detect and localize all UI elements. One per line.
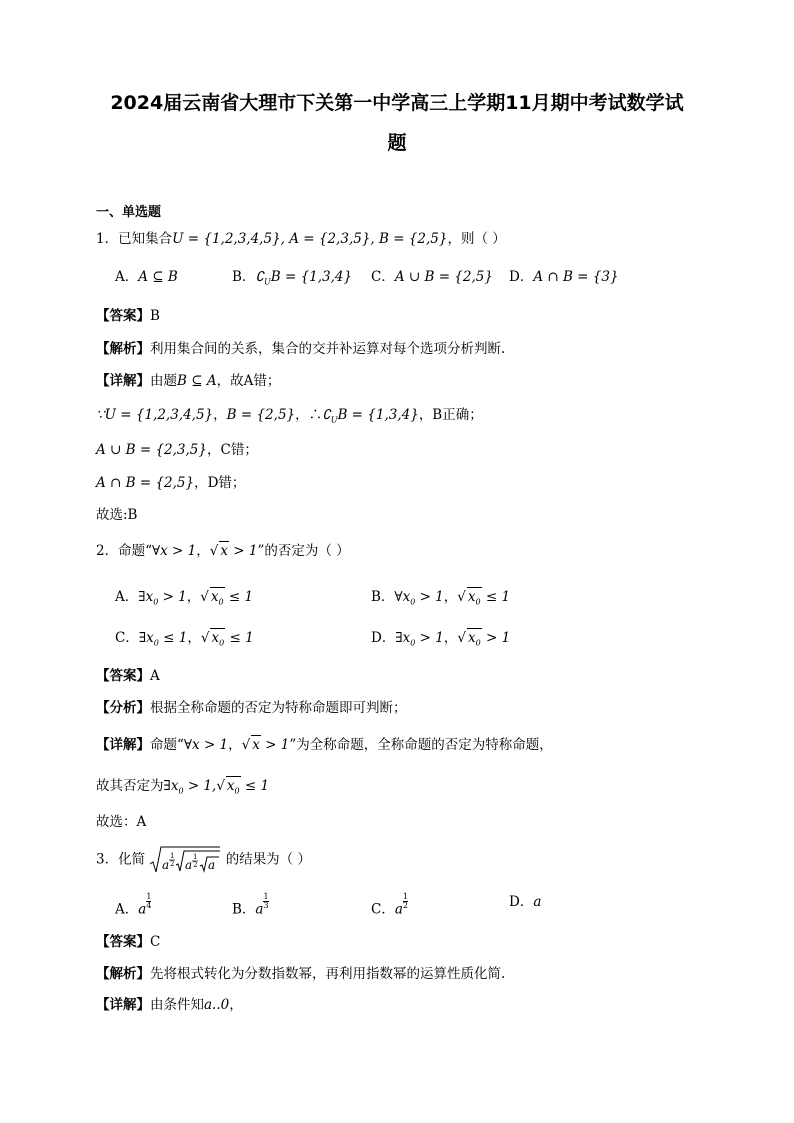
q2-analysis: 【分析】根据全称命题的否定为特称命题即可判断； xyxy=(96,700,407,716)
svg-text:a: a xyxy=(208,858,216,872)
q1-option-c-label: C． xyxy=(371,269,395,285)
q2-choose: 故选：A xyxy=(96,814,147,830)
q1-option-d-text: A ∩ B = {3} xyxy=(533,269,619,285)
q3-detail-1: 【详解】由条件知a..0， xyxy=(96,997,243,1013)
svg-text:2: 2 xyxy=(193,861,198,869)
svg-text:a: a xyxy=(185,858,193,872)
q1-stem-prefix: 1．已知集合 xyxy=(96,231,173,247)
q1-option-a-text: A ⊆ B xyxy=(138,269,178,285)
q2-answer: 【答案】A xyxy=(96,668,160,684)
q1-option-a-label: A． xyxy=(115,269,139,285)
q2-option-a: A．$\exists x_0 > 1$，√ $x_0 \le 1$ xyxy=(115,587,253,612)
q3-nested-radical xyxy=(149,845,221,875)
document-title-line2: 题 xyxy=(387,132,407,154)
q3-option-c: C．a $\frac{1}{2}$ xyxy=(371,892,408,918)
svg-text:1: 1 xyxy=(170,852,175,860)
q2-option-c: C．$\exists x_0 \le 1$，√ $x_0 \le 1$ xyxy=(115,628,254,653)
q1-analysis xyxy=(96,340,505,358)
q2-detail-2: 故其否定为$\exists x_0 > 1,√$ $x_0 \le 1$ xyxy=(96,776,269,801)
q1-option-b xyxy=(232,268,352,292)
q1-option-d xyxy=(509,268,619,286)
q2-option-d: D．$\exists x_0 > 1$，√ $x_0 > 1$ xyxy=(371,628,510,653)
q1-option-a xyxy=(115,268,178,286)
q1-option-c xyxy=(371,268,493,286)
q2-option-b: B．$\forall x_0 > 1$，√ $x_0 \le 1$ xyxy=(371,587,510,612)
q1-analysis-text: 利用集合间的关系，集合的交并补运算对每个选项分析判断. xyxy=(150,341,506,357)
q1-option-d-label: D． xyxy=(509,269,534,285)
q1-answer-value: B xyxy=(150,308,160,324)
analysis-tag: 【解析】 xyxy=(96,341,150,357)
q3-analysis: 【解析】先将根式转化为分数指数幂，再利用指数幂的运算性质化简. xyxy=(96,966,506,982)
q1-choose: 故选:B xyxy=(96,507,138,523)
q1-answer xyxy=(96,307,160,325)
q1-detail-4: A ∩ B = {2,5}，D错； xyxy=(96,475,246,491)
document-title-line1: 2024届云南省大理市下关第一中学高三上学期11月期中考试数学试 xyxy=(110,92,684,114)
q1-stem-suffix: ，则（ ） xyxy=(447,231,506,247)
q3-option-b: B．a $\frac{1}{3}$ xyxy=(232,892,269,918)
q3-option-d: D．a xyxy=(509,894,542,910)
q1-option-c-text: A ∪ B = {2,5} xyxy=(394,269,493,285)
q1-stem-math: U = {1,2,3,4,5}, A = {2,3,5}, B = {2,5} xyxy=(172,231,448,247)
svg-text:2: 2 xyxy=(170,860,175,868)
q1-option-b-label: B． xyxy=(232,269,256,285)
q1-detail-1: 【详解】由题B ⊆ A，故A错； xyxy=(96,373,281,389)
q1-detail-2: ∵U = {1,2,3,4,5}，B = {2,5}，$\therefore∁_UB = \{1,3,4\}$，B正确； xyxy=(96,407,483,425)
q1-stem xyxy=(96,230,506,248)
q1-detail-3: A ∪ B = {2,3,5}，C错； xyxy=(96,442,258,458)
answer-tag: 【答案】 xyxy=(96,308,150,324)
q3-stem: 3．化简 a 1 2 a 1 2 a 的结果为（ ） xyxy=(96,845,311,875)
svg-text:1: 1 xyxy=(193,853,198,861)
q3-option-a: A．a $\frac{1}{4}$ xyxy=(115,892,152,918)
q2-stem: 2．命题“∀x > 1，√ x > 1”的否定为（ ） xyxy=(96,543,350,559)
svg-text:a: a xyxy=(162,858,170,872)
q2-detail-1: 【详解】命题“∀x > 1，√ x > 1”为全称命题，全称命题的否定为特称命题， xyxy=(96,737,553,753)
q3-answer: 【答案】C xyxy=(96,934,161,950)
detail-tag: 【详解】 xyxy=(96,373,150,389)
q1-option-b-text: $∁_UB = \{1,3,4\}$ xyxy=(255,269,353,287)
section-heading: 一、单选题 xyxy=(96,205,162,220)
